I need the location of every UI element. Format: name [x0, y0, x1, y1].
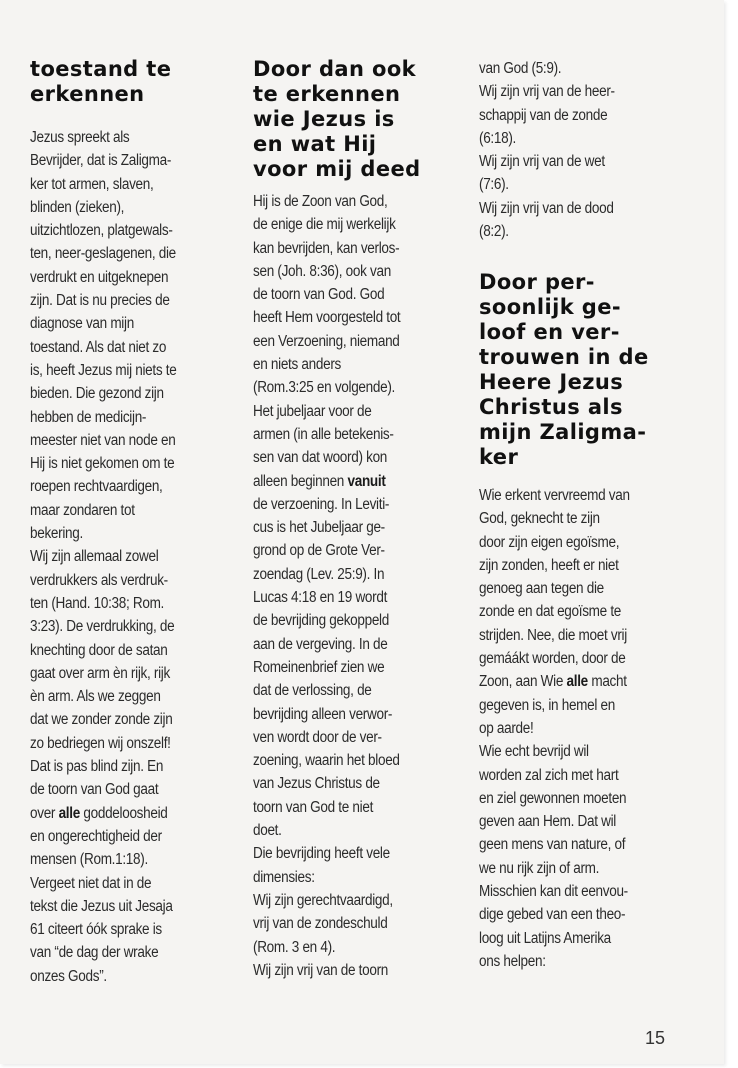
text-line: geen mens van nature, of — [479, 836, 626, 854]
text-line: ker tot armen, slaven, — [30, 175, 154, 193]
text-line: kan bevrijden, kan verlos- — [253, 239, 400, 257]
text-line: Het jubeljaar voor de — [253, 402, 372, 420]
col2-body — [253, 190, 400, 982]
text-line: Wij zijn gerechtvaardigd, — [253, 891, 393, 909]
text-line: we nu rijk zijn of arm. — [479, 859, 600, 877]
text-line: Wij zijn vrij van de wet — [479, 153, 605, 171]
text-line: strijden. Nee, die moet vrij — [479, 626, 627, 644]
text-line: maar zondaren tot — [30, 501, 135, 519]
text-line: (Rom. 3 en 4). — [253, 938, 336, 956]
text-line: (6:18). — [479, 129, 516, 147]
text-line: is, heeft Jezus mij niets te — [30, 361, 177, 379]
text-line — [479, 670, 630, 693]
text-line: bekering. — [30, 525, 83, 543]
text-fragment: Zoon, aan Wie — [479, 673, 567, 691]
text-line: (7:6). — [479, 176, 509, 194]
text-line: bieden. Die gezond zijn — [30, 385, 164, 403]
text-line: ten, neer-geslagenen, die — [30, 245, 176, 263]
heading-line: en wat Hij — [253, 132, 377, 156]
text-line: aan de vergeving. In de — [253, 635, 388, 653]
text-line: ten (Hand. 10:38; Rom. — [30, 594, 165, 612]
text-line: zoening, waarin het bloed — [253, 752, 400, 770]
text-line: de bevrijding gekoppeld — [253, 612, 389, 630]
text-line: (8:2). — [479, 223, 509, 241]
text-line: en ziel gewonnen moeten — [479, 789, 627, 807]
text-line: dige gebed van een theo- — [479, 906, 626, 924]
text-line — [253, 470, 400, 493]
text-line: toestand. Als dat niet zo — [30, 338, 167, 356]
text-line: Romeinenbrief zien we — [253, 658, 385, 676]
text-line: op aarde! — [479, 719, 534, 737]
text-line: zonde en dat egoïsme te — [479, 603, 622, 621]
text-line: ven wordt door de ver- — [253, 728, 382, 746]
text-line: God, geknecht te zijn — [479, 510, 600, 528]
text-line: de toorn van God gaat — [30, 781, 159, 799]
emphasis-alle: alle — [566, 673, 588, 691]
heading-line: te erkennen — [253, 82, 401, 106]
text-line: verdrukkers als verdruk- — [30, 571, 168, 589]
text-fragment: over — [30, 804, 59, 822]
text-line: mensen (Rom.1:18). — [30, 851, 148, 869]
text-line: doet. — [253, 822, 282, 840]
text-line: zo bedriegen wij onszelf! — [30, 734, 171, 752]
text-line: gaat over arm èn rijk, rijk — [30, 664, 170, 682]
text-line — [30, 802, 176, 825]
text-line: de verzoening. In Leviti- — [253, 495, 390, 513]
heading-line: mijn Zaligma- — [479, 420, 647, 444]
text-line: Wie erkent vervreemd van — [479, 487, 630, 504]
heading-line: wie Jezus is — [253, 107, 395, 131]
heading-line: ker — [479, 445, 519, 469]
text-line: heeft Hem voorgesteld tot — [253, 309, 401, 327]
text-line: Hij is de Zoon van God, — [253, 193, 388, 210]
text-line: Die bevrijding heeft vele — [253, 845, 390, 863]
text-line: een Verzoening, niemand — [253, 332, 400, 350]
text-line: Jezus spreekt als — [30, 129, 130, 146]
text-fragment: macht — [587, 673, 627, 691]
text-line: Wij zijn allemaal zowel — [30, 548, 159, 566]
heading-line: voor mij deed — [253, 157, 421, 181]
text-line: zijn zonden, heeft er niet — [479, 556, 619, 574]
text-line: Bevrijder, dat is Zaligma- — [30, 152, 172, 170]
text-line: dat de verlossing, de — [253, 682, 372, 700]
text-line: gemáákt worden, door de — [479, 650, 626, 668]
heading-line: Heere Jezus — [479, 370, 624, 394]
col1-heading — [30, 57, 230, 107]
text-line: door zijn eigen egoïsme, — [479, 533, 620, 551]
text-line: van God (5:9). — [479, 60, 562, 77]
heading-line: Door dan ook — [253, 57, 417, 81]
text-line: Dat is pas blind zijn. En — [30, 758, 164, 776]
text-line: geven aan Hem. Dat wil — [479, 813, 617, 831]
text-line: genoeg aan tegen die — [479, 580, 604, 598]
text-line: sen (Joh. 8:36), ook van — [253, 262, 391, 280]
text-line: knechting door de satan — [30, 641, 168, 659]
text-line: worden zal zich met hart — [479, 766, 619, 784]
heading-line: soonlijk ge- — [479, 295, 621, 319]
text-line: zijn. Dat is nu precies de — [30, 292, 170, 310]
col2-heading — [253, 57, 458, 182]
col3-heading — [479, 270, 689, 470]
text-line: Lucas 4:18 en 19 wordt — [253, 589, 388, 607]
text-line: bevrijding alleen verwor- — [253, 705, 393, 723]
text-line: de toorn van God. God — [253, 286, 385, 304]
text-line: meester niet van node en — [30, 431, 176, 449]
text-line: toorn van God te niet — [253, 798, 374, 816]
text-line: blinden (zieken), — [30, 198, 125, 216]
text-line: loog uit Latijns Amerika — [479, 929, 611, 947]
text-line: de enige die mij werkelijk — [253, 216, 396, 234]
heading-line: erkennen — [30, 82, 145, 106]
col3-body-top — [479, 57, 615, 243]
heading-line: toestand te — [30, 57, 172, 81]
text-line: cus is het Jubeljaar ge- — [253, 519, 385, 537]
text-line: èn arm. Als we zeggen — [30, 688, 161, 706]
text-line: grond op de Grote Ver- — [253, 542, 385, 560]
text-line: tekst die Jezus uit Jesaja — [30, 897, 173, 915]
heading-line: loof en ver- — [479, 320, 620, 344]
page-number: 15 — [645, 1028, 666, 1048]
text-line: ons helpen: — [479, 952, 546, 970]
col3-body — [479, 484, 630, 973]
text-line: (Rom.3:25 en volgende). — [253, 379, 395, 397]
text-line: armen (in alle betekenis- — [253, 425, 394, 443]
text-line: schappij van de zonde — [479, 106, 608, 124]
text-line: en ongerechtigheid der — [30, 827, 162, 845]
text-fragment: goddeloosheid — [79, 804, 168, 822]
heading-line: trouwen in de — [479, 345, 649, 369]
emphasis-alle: alle — [58, 804, 80, 822]
text-line: Wij zijn vrij van de heer- — [479, 83, 615, 101]
text-line: Misschien kan dit eenvou- — [479, 883, 628, 901]
text-line: van “de dag der wrake — [30, 944, 159, 962]
text-line: gegeven is, in hemel en — [479, 696, 615, 714]
text-line: Hij is niet gekomen om te — [30, 455, 175, 473]
text-line: diagnose van mijn — [30, 315, 134, 333]
text-line: 61 citeert óók sprake is — [30, 921, 162, 939]
text-line: verdrukt en uitgeknepen — [30, 268, 169, 286]
text-line: dimensies: — [253, 868, 315, 886]
text-line: Vergeet niet dat in de — [30, 874, 152, 892]
text-line: roepen rechtvaardigen, — [30, 478, 163, 496]
text-line: van Jezus Christus de — [253, 775, 380, 793]
text-line: sen van dat woord) kon — [253, 449, 388, 467]
emphasis-vanuit: vanuit — [347, 472, 386, 490]
text-line: uitzichtlozen, platgewals- — [30, 222, 173, 240]
col1-body — [30, 126, 176, 988]
text-line: hebben de medicijn- — [30, 408, 147, 426]
text-line: en niets anders — [253, 356, 341, 374]
heading-line: Christus als — [479, 395, 623, 419]
text-line: vrij van de zondeschuld — [253, 915, 388, 933]
text-fragment: alleen beginnen — [253, 472, 348, 490]
text-line: 3:23). De verdrukking, de — [30, 618, 175, 636]
heading-line: Door per- — [479, 270, 595, 294]
text-line: Wij zijn vrij van de dood — [479, 199, 614, 217]
text-line: zoendag (Lev. 25:9). In — [253, 565, 385, 583]
text-line: Wij zijn vrij van de toorn — [253, 961, 389, 979]
text-line: Wie echt bevrijd wil — [479, 743, 589, 761]
text-line: dat we zonder zonde zijn — [30, 711, 173, 729]
text-line: onzes Gods”. — [30, 967, 107, 985]
